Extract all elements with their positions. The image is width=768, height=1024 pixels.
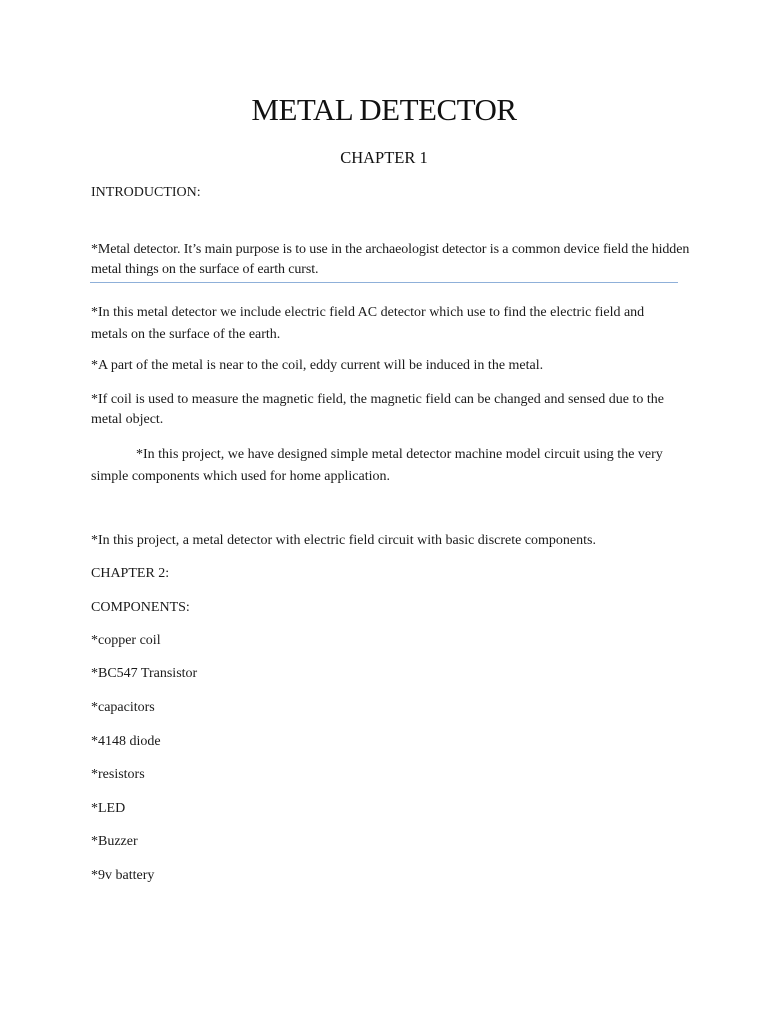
component-item: *capacitors [91,700,155,715]
component-item: *Buzzer [91,834,138,849]
chapter-2-heading: CHAPTER 2: [91,566,170,581]
chapter-1-heading: CHAPTER 1 [340,148,428,167]
paragraph-6: *In this project, a metal detector with electric field circuit with basic discrete components. [91,533,596,548]
paragraph-3: *A part of the metal is near to the coil, eddy current will be induced in the metal. [91,358,544,373]
components-heading: COMPONENTS: [91,600,190,615]
component-item: *4148 diode [91,734,161,749]
component-item: *resistors [91,767,145,782]
paragraph-1: *Metal detector. It’s main purpose is to use in the archaeologist detector is a common device field the hidden metal things on the surface of earth curst. [91,242,690,277]
paragraph-divider [90,282,678,283]
component-item: *LED [91,801,126,816]
document-title: METAL DETECTOR [251,92,517,127]
component-item: *9v battery [91,868,155,883]
paragraph-2: *In this metal detector we include electric field AC detector which use to find the electric field and metals on the surface of the earth. [91,305,645,342]
component-item: *copper coil [91,633,161,648]
component-item: *BC547 Transistor [91,666,198,681]
introduction-heading: INTRODUCTION: [91,185,201,200]
paragraph-5: *In this project, we have designed simple metal detector machine model circuit using the very simple components which used for home application. [91,447,663,484]
paragraph-4: *If coil is used to measure the magnetic field, the magnetic field can be changed and sensed due to the metal object. [91,392,665,427]
